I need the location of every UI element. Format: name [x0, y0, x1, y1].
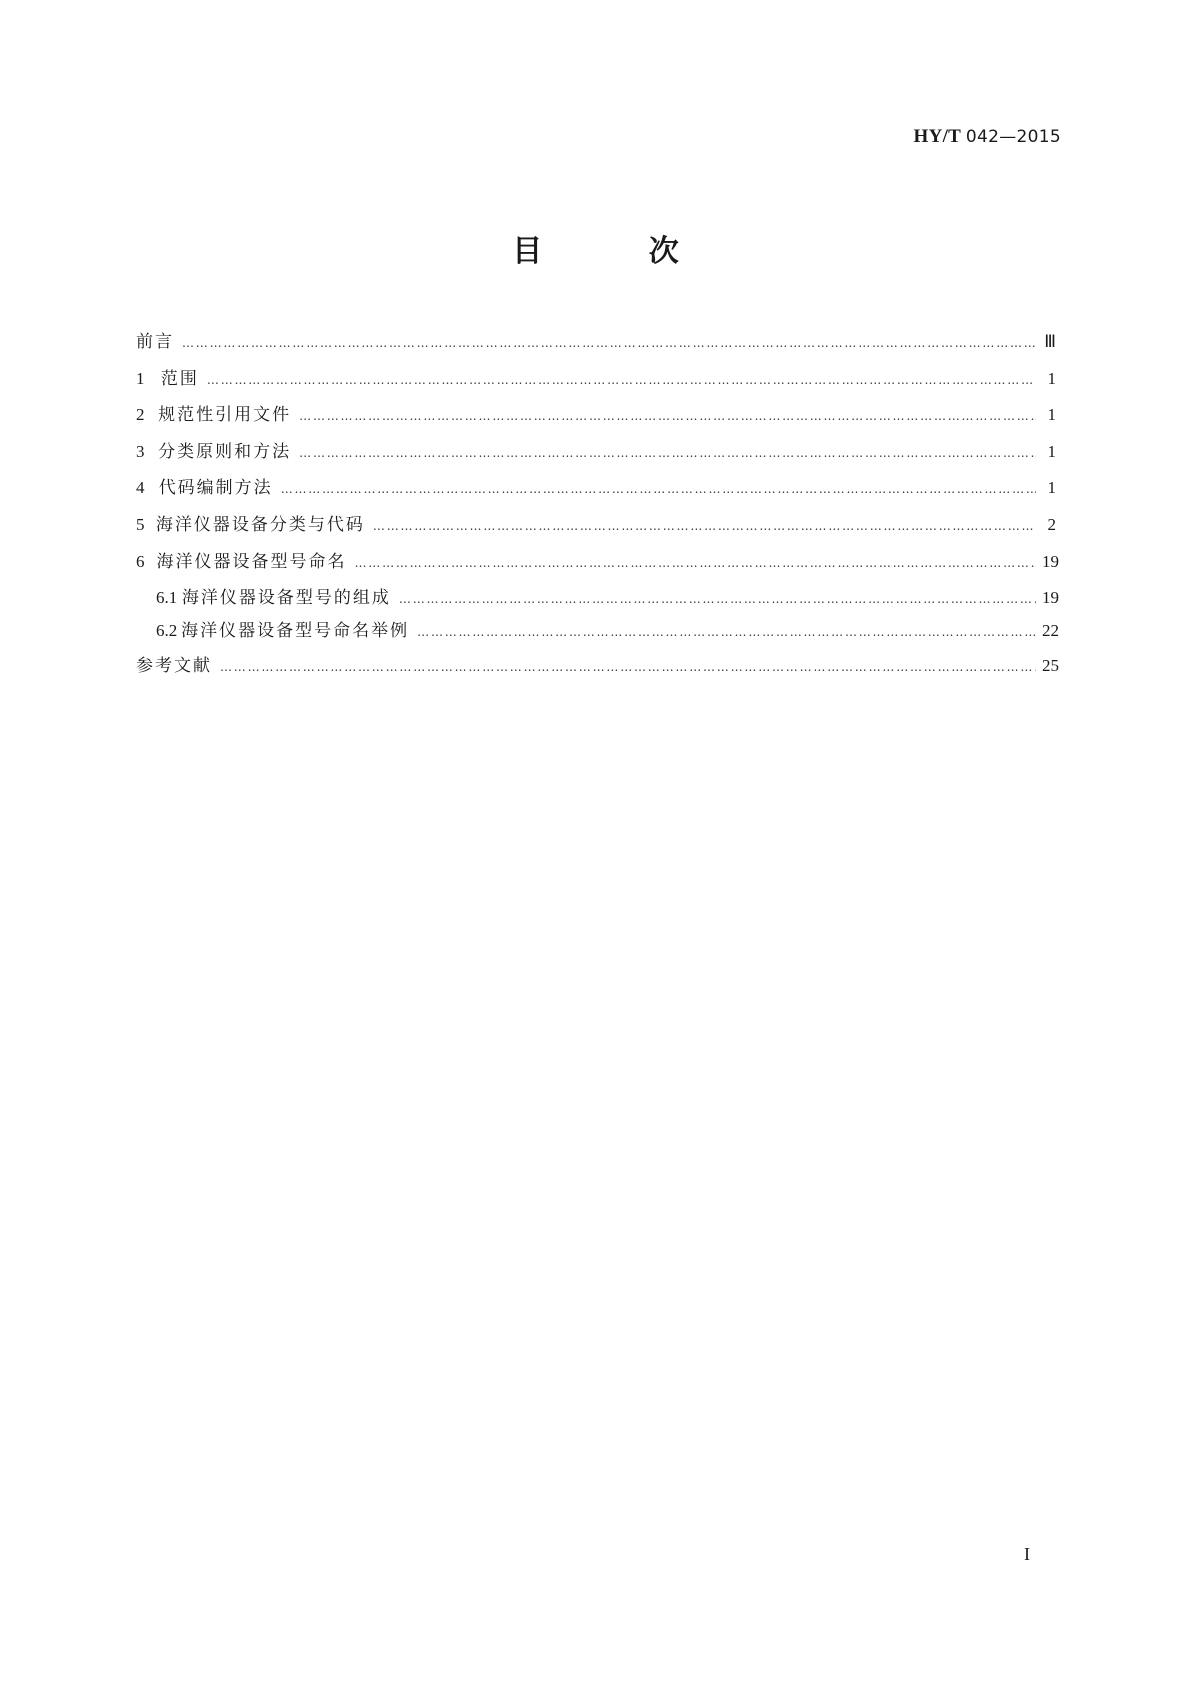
toc-entry-page: 2 — [1047, 514, 1056, 534]
page-title: 目 次 — [512, 234, 727, 269]
toc-entry-page: 1 — [1047, 405, 1056, 425]
toc-subentry-model-examples[interactable] — [136, 616, 1059, 649]
toc-leader-dots — [207, 373, 1036, 387]
toc-entry-text: 海洋仪器设备型号命名 — [156, 551, 347, 572]
toc-entry-number: 2 — [136, 405, 145, 425]
toc-leader-dots — [299, 446, 1036, 460]
toc-leader-dots — [220, 660, 1036, 674]
toc-entry-coding-method[interactable] — [136, 473, 1056, 510]
toc-entry-page: Ⅲ — [1044, 332, 1056, 351]
toc-leader-dots — [399, 592, 1036, 606]
toc-entry-page: 1 — [1047, 441, 1056, 461]
toc-leader-dots — [354, 556, 1036, 570]
toc-entry-text: 代码编制方法 — [158, 478, 273, 499]
toc-entry-text: 前言 — [136, 332, 174, 352]
toc-entry-text: 海洋仪器设备型号的组成 — [181, 588, 391, 609]
toc-leader-dots — [417, 625, 1036, 639]
standard-code — [914, 126, 1062, 148]
toc-subentry-model-composition[interactable] — [136, 583, 1059, 616]
standard-number: 042—2015 — [965, 127, 1061, 147]
toc-entry-number: 6.2 — [156, 621, 178, 641]
toc-entry-page: 1 — [1047, 478, 1056, 498]
toc-entry-page: 19 — [1042, 588, 1059, 608]
toc-entry-page: 19 — [1042, 551, 1059, 571]
standard-prefix: HY/T — [913, 126, 961, 147]
toc-entry-text: 海洋仪器设备型号命名举例 — [181, 621, 410, 642]
toc-entry-text: 分类原则和方法 — [158, 441, 292, 462]
toc-entry-page: 22 — [1042, 621, 1059, 641]
toc-entry-number: 6.1 — [156, 588, 178, 608]
toc-entry-text: 参考文献 — [136, 656, 212, 677]
toc-entry-number: 4 — [136, 478, 145, 498]
toc-leader-dots — [373, 519, 1036, 533]
toc-entry-number: 6 — [136, 551, 145, 571]
toc-entry-text: 规范性引用文件 — [158, 405, 292, 426]
toc-entry-page: 1 — [1047, 368, 1056, 388]
toc-entry-classification-principles[interactable] — [136, 437, 1056, 474]
toc-leader-dots — [182, 336, 1036, 350]
toc-entry-scope[interactable] — [136, 364, 1056, 401]
toc-entry-number: 1 — [136, 368, 145, 388]
toc-entry-normative-references[interactable] — [136, 400, 1056, 437]
toc-leader-dots — [299, 409, 1036, 423]
table-of-contents — [136, 327, 1059, 688]
toc-entry-model-naming[interactable] — [136, 547, 1059, 584]
toc-entry-bibliography[interactable] — [136, 651, 1059, 688]
toc-entry-number: 3 — [136, 441, 145, 461]
toc-entry-classification-codes[interactable] — [136, 510, 1056, 547]
toc-entry-text: 海洋仪器设备分类与代码 — [155, 514, 365, 535]
toc-entry-text: 范围 — [160, 368, 199, 389]
toc-entry-page: 25 — [1042, 656, 1059, 676]
toc-leader-dots — [281, 482, 1036, 496]
toc-entry-number: 5 — [136, 514, 145, 534]
toc-entry-preface[interactable] — [136, 327, 1056, 364]
page-number: I — [1024, 1544, 1030, 1564]
